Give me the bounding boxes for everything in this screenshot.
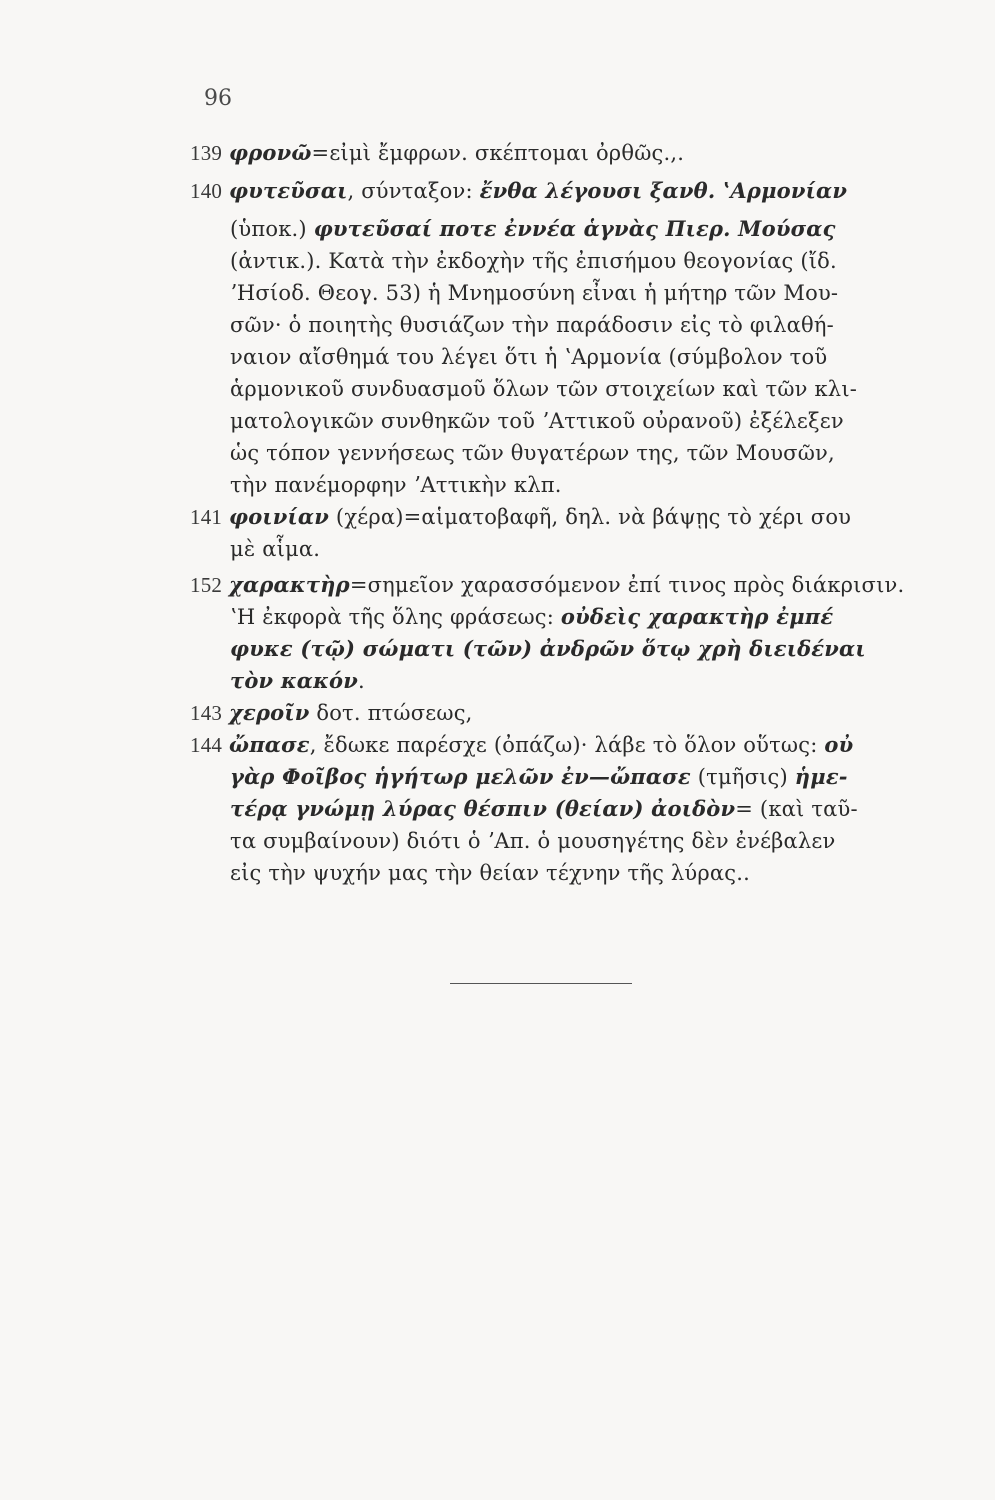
note-continuation-line (230, 342, 827, 372)
note-continuation-line (230, 406, 844, 436)
verse-number: 140 (190, 179, 223, 203)
note-continuation-line (230, 666, 365, 696)
note-continuation-line (230, 762, 848, 792)
note-text: τὴν πανέμορφην ʼΑττικὴν κλπ. (230, 473, 562, 497)
note-continuation-line (230, 602, 833, 632)
lemma-text: τέρᾳ γνώμῃ λύρας θέσπιν (θείαν) ἀοιδὸν (230, 796, 736, 821)
verse-number: 152 (190, 573, 223, 597)
lemma-text: ἡμε- (794, 764, 848, 789)
note-continuation-line (230, 794, 858, 824)
note-entry-line (190, 138, 684, 168)
note-continuation-line (230, 858, 750, 888)
note-text: εἰς τὴν ψυχήν μας τὴν θείαν τέχνην τῆς λύρας.. (230, 861, 751, 885)
lemma-text: οὐδεὶς χαρακτὴρ ἐμπέ (560, 604, 834, 629)
verse-number: 141 (190, 505, 223, 529)
lemma-text: χαρακτὴρ (229, 572, 350, 597)
lemma-text: γὰρ Φοῖβος ἡγήτωρ μελῶν ἐν—ὤπασε (230, 764, 691, 789)
note-continuation-line (230, 310, 834, 340)
note-entry-line (190, 570, 904, 600)
note-continuation-line (230, 214, 836, 244)
note-continuation-line (230, 438, 835, 468)
note-text: (ὑποκ.) (230, 217, 314, 241)
note-entry-line (190, 176, 847, 206)
note-text: (τμῆσις) (690, 765, 795, 789)
note-text: (χέρα)=αἱματοβαφῆ, δηλ. νὰ βάψῃς τὸ χέρι σου (329, 505, 852, 529)
note-continuation-line (230, 246, 837, 276)
note-text: . (358, 669, 365, 693)
lemma-text: φυκε (τῷ) σώματι (τῶν) ἀνδρῶν ὅτῳ χρὴ διειδέναι (230, 636, 866, 661)
lemma-text: ἔνθα λέγουσι ξανθ. ʽΑρμονίαν (479, 178, 848, 203)
note-text: , ἔδωκε παρέσχε (ὀπάζω)· λάβε τὸ ὅλον οὕτως: (309, 733, 825, 757)
lemma-text: φρονῶ (229, 140, 312, 165)
note-text: ἁρμονικοῦ συνδυασμοῦ ὅλων τῶν στοιχείων καὶ τῶν κλι- (230, 377, 858, 401)
note-entry-line (190, 502, 851, 532)
footnote-divider (450, 983, 632, 984)
note-text: = (καὶ ταῦ- (735, 797, 858, 821)
lemma-text: φυτεῦσαι (229, 178, 348, 203)
note-continuation-line (230, 634, 866, 664)
note-text: τα συμβαίνουν) διότι ὁ ʼΑπ. ὁ μουσηγέτης δὲν ἐνέβαλεν (230, 829, 836, 853)
note-text: =σημεῖον χαρασσόμενον ἐπί τινος πρὸς διάκρισιν. (349, 573, 905, 597)
note-entry-line (190, 698, 473, 728)
note-text: ʼΗσίοδ. Θεογ. 53) ἡ Μνημοσύνη εἶναι ἡ μήτηρ τῶν Μου- (230, 281, 839, 305)
lemma-text: χεροῖν (229, 700, 310, 725)
lemma-text: φοινίαν (229, 504, 330, 529)
verse-number: 139 (190, 141, 223, 165)
lemma-text: τὸν κακόν (230, 668, 359, 693)
note-text: δοτ. πτώσεως, (309, 701, 473, 725)
note-continuation-line (230, 534, 320, 564)
note-text: ναιον αἴσθημά του λέγει ὅτι ἡ ʽΑρμονία (σύμβολον τοῦ (230, 345, 828, 369)
lemma-text: φυτεῦσαί ποτε ἐννέα ἁγνὰς Πιερ. Μούσας (313, 216, 836, 241)
note-text: μὲ αἷμα. (230, 537, 321, 561)
note-text: (ἀντικ.). Κατὰ τὴν ἐκδοχὴν τῆς ἐπισήμου θεογονίας (ἴδ. (230, 249, 837, 273)
note-text: =εἰμὶ ἔμφρων. σκέπτομαι ὀρθῶς.,. (311, 141, 685, 165)
note-text: ὡς τόπον γεννήσεως τῶν θυγατέρων της, τῶν Μουσῶν, (230, 441, 835, 465)
lemma-text: οὐ (824, 732, 854, 757)
lemma-text: ὤπασε (229, 732, 310, 757)
note-text: , σύνταξον: (347, 179, 480, 203)
note-continuation-line (230, 470, 562, 500)
verse-number: 143 (190, 701, 223, 725)
page-number: 96 (204, 86, 232, 111)
note-text: σῶν· ὁ ποιητὴς θυσιάζων τὴν παράδοσιν εἰς τὸ φιλαθή- (230, 313, 834, 337)
note-text: ʽΗ ἐκφορὰ τῆς ὅλης φράσεως: (230, 605, 561, 629)
note-entry-line (190, 730, 853, 760)
note-continuation-line (230, 278, 838, 308)
note-text: ματολογικῶν συνθηκῶν τοῦ ʼΑττικοῦ οὐρανοῦ) ἐξέλεξεν (230, 409, 844, 433)
note-continuation-line (230, 374, 857, 404)
note-continuation-line (230, 826, 835, 856)
verse-number: 144 (190, 733, 223, 757)
